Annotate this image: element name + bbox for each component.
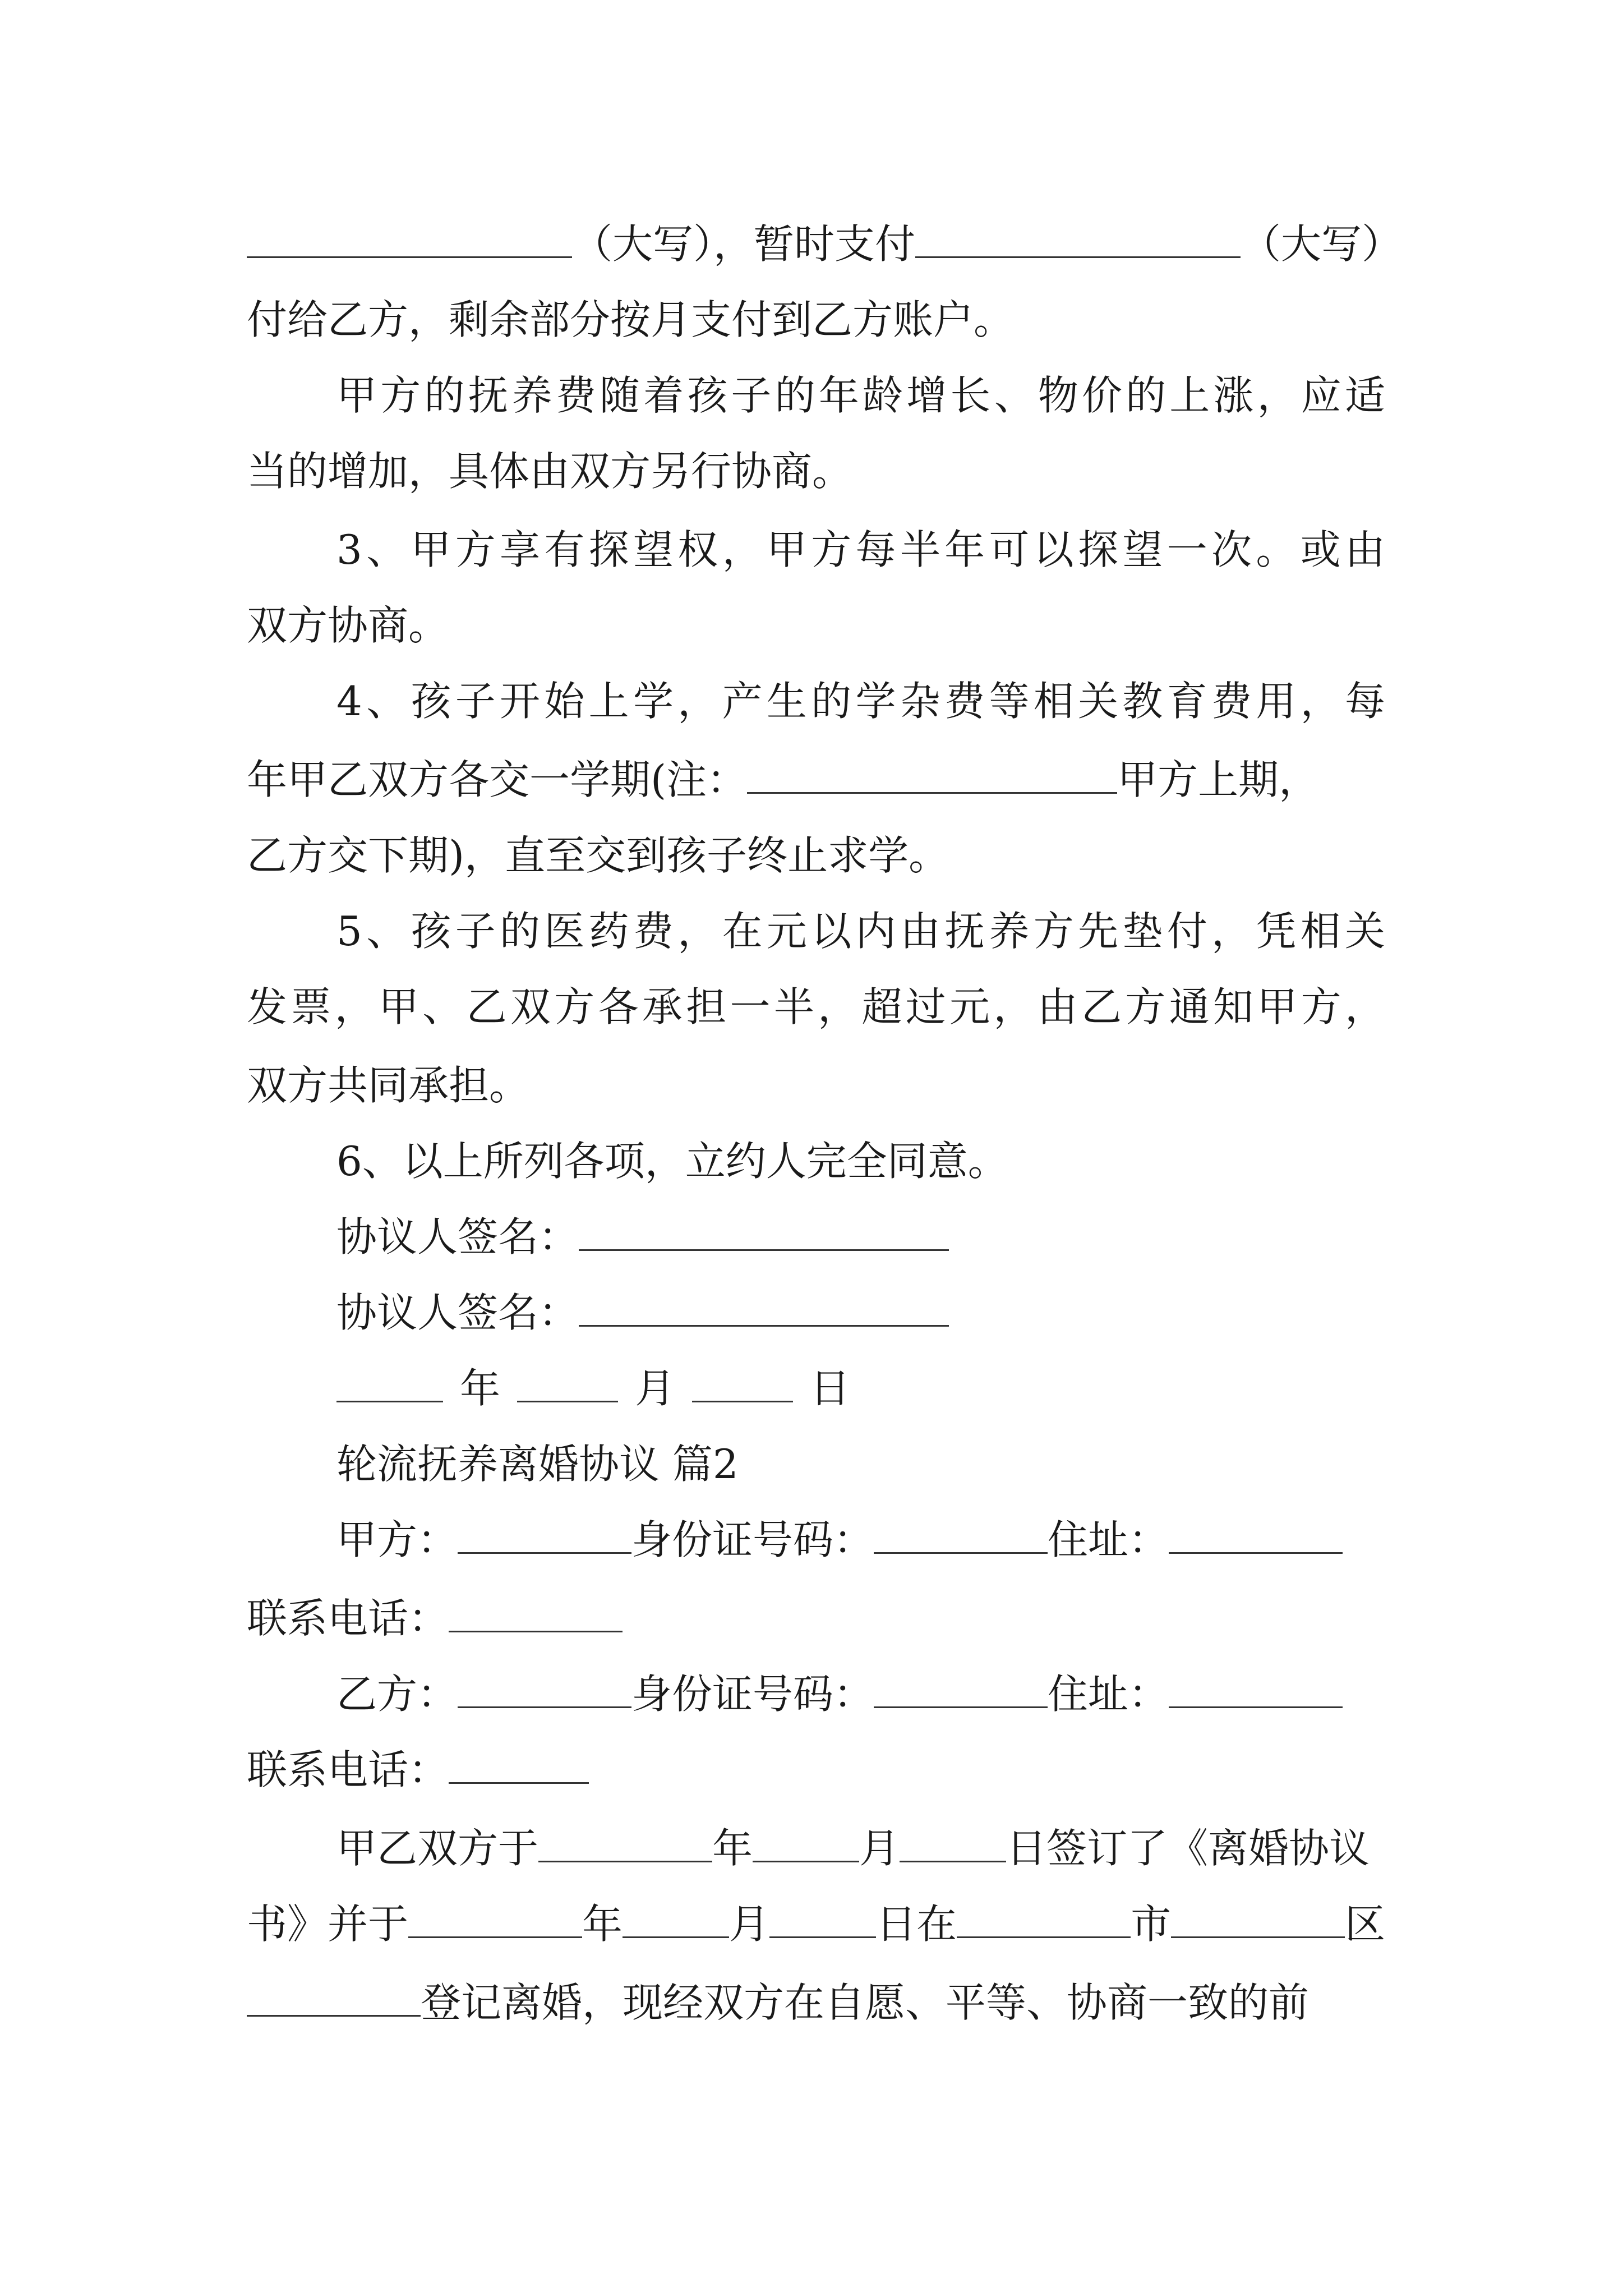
blank-field (753, 1856, 859, 1862)
line-23-city: 市 (1131, 1901, 1172, 1948)
blank-field (247, 252, 572, 258)
text-line-7: 4、孩子开始上学，产生的学杂费等相关教育费用，每 (336, 678, 1385, 725)
text-line-3: 甲方的抚养费随着孩子的年龄增长、物价的上涨，应适 (336, 372, 1385, 419)
party-a-phone-line (247, 1590, 1385, 1646)
year-label: 年 (460, 1365, 501, 1412)
text-line-4: 当的增加，具体由双方另行协商。 (247, 448, 853, 495)
line-8-text-b: 甲方上期， (1117, 756, 1320, 803)
day-blank (692, 1396, 793, 1402)
party-b-phone-line (247, 1742, 1385, 1798)
blank-field (957, 1932, 1131, 1938)
line-22-text-a: 甲乙双方于 (336, 1825, 539, 1872)
year-blank (336, 1396, 443, 1402)
text-line-11: 发票，甲、乙双方各承担一半，超过元，由乙方通知甲方， (247, 983, 1385, 1030)
line-23-month: 月 (729, 1901, 770, 1948)
text-line-2: 付给乙方，剩余部分按月支付到乙方账户。 (247, 296, 1015, 343)
text-line-5: 3、甲方享有探望权，甲方每半年可以探望一次。或由 (336, 526, 1385, 573)
blank-field (408, 1932, 582, 1938)
phone-label: 联系电话： (247, 1746, 449, 1793)
blank-field (449, 1626, 623, 1632)
line-22-month: 月 (859, 1825, 900, 1872)
phone-label: 联系电话： (247, 1595, 449, 1642)
line-1-text-b: （大写） (1241, 220, 1403, 268)
line-1-text-a: （大写），暂时支付 (572, 220, 916, 268)
address-label: 住址： (1048, 1516, 1169, 1563)
line-23-day: 日在 (876, 1901, 957, 1948)
signature-line-1 (336, 1209, 1475, 1265)
blank-field (1171, 1932, 1345, 1938)
text-line-12: 双方共同承担。 (247, 1062, 530, 1109)
id-label: 身份证号码： (631, 1671, 874, 1718)
signature-line-2 (336, 1285, 1475, 1341)
text-line-10: 5、孩子的医药费，在元以内由抚养方先垫付，凭相关 (336, 908, 1385, 955)
blank-field (247, 2010, 421, 2017)
day-label: 日 (810, 1365, 851, 1412)
text-line-24 (247, 1975, 1385, 2031)
text-line-22 (336, 1820, 1475, 1876)
line-23-district: 区 (1345, 1901, 1386, 1948)
blank-field (458, 1548, 631, 1554)
address-label: 住址： (1048, 1671, 1169, 1718)
blank-field (900, 1856, 1006, 1862)
line-8-text-a: 年甲乙双方各交一学期(注： (247, 756, 748, 803)
text-line-8 (247, 752, 1385, 808)
line-23-year: 年 (582, 1901, 623, 1948)
month-blank (517, 1396, 618, 1402)
text-line-1 (247, 216, 1403, 272)
blank-field (538, 1856, 712, 1862)
blank-field (1169, 1548, 1343, 1554)
party-a-line (336, 1512, 1475, 1568)
blank-field (449, 1778, 589, 1784)
text-line-13: 6、以上所列各项，立约人完全同意。 (336, 1138, 1008, 1185)
signature-label: 协议人签名： (336, 1289, 579, 1336)
month-label: 月 (635, 1365, 676, 1412)
blank-field (1169, 1702, 1343, 1708)
blank-field (915, 252, 1241, 258)
party-b-label: 乙方： (336, 1671, 458, 1718)
blank-field (623, 1932, 729, 1938)
line-24-text: 登记离婚，现经双方在自愿、平等、协商一致的前 (421, 1979, 1310, 2026)
signature-blank (579, 1320, 949, 1327)
text-line-9: 乙方交下期)，直至交到孩子终止求学。 (247, 832, 949, 879)
signature-label: 协议人签名： (336, 1213, 579, 1260)
id-label: 身份证号码： (631, 1516, 874, 1563)
signature-blank (579, 1245, 949, 1251)
blank-field (874, 1702, 1048, 1708)
section-heading: 轮流抚养离婚协议 篇2 (336, 1441, 739, 1488)
text-line-23 (247, 1896, 1385, 1952)
line-23-text-a: 书》并于 (247, 1901, 409, 1948)
party-a-label: 甲方： (336, 1516, 458, 1563)
party-b-line (336, 1666, 1475, 1722)
text-line-6: 双方协商。 (247, 602, 449, 649)
blank-field (458, 1702, 631, 1708)
blank-field (769, 1932, 876, 1938)
line-22-year: 年 (712, 1825, 753, 1872)
date-line (336, 1360, 1475, 1416)
blank-field (874, 1548, 1048, 1554)
blank-field (747, 788, 1117, 794)
line-22-text-d: 日签订了《离婚协议 (1006, 1825, 1370, 1872)
